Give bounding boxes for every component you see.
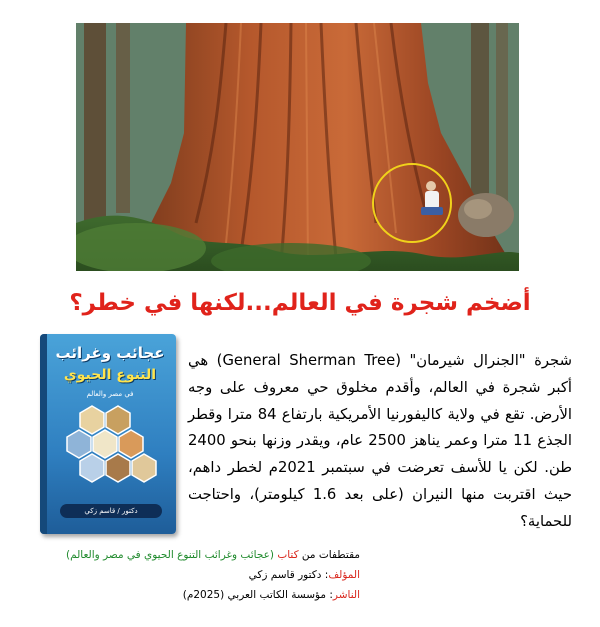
credits-publisher	[60, 585, 360, 605]
book-hex-2	[106, 406, 130, 434]
book-hex-6	[80, 454, 104, 482]
book-hex-4	[93, 430, 117, 458]
book-hex-8	[132, 454, 156, 482]
book-author-label: دكتور / قاسم زكي	[60, 504, 162, 518]
credits-excerpt	[60, 545, 360, 565]
sequoia-photo	[76, 23, 519, 271]
publisher-label: الناشر	[332, 589, 360, 601]
article-paragraph: شجرة "الجنرال شيرمان" (General Sherman Tree) هي أكبر شجرة في العالم، وأقدم مخلوق حي معروف على وجه الأرض. تقع في ولاية كاليفورنيا الأمريكية بارتفاع 84 مترا وقطر الجذع 11 مترا وعمر يناهز 2500 عام، ويقدر وزنها بنحو 2400 طن. لكن يا للأسف تعرضت في سبتمبر 2021م لخطر داهم، حيث اقتربت منها النيران (على بعد 1.6 كيلومتر)، واحتاجت للحماية؟	[188, 352, 573, 530]
book-spine	[40, 334, 47, 534]
sequoia-photo-drawing	[76, 23, 519, 271]
book-hex-1	[80, 406, 104, 434]
book-hexagon-images	[54, 404, 170, 496]
book-title-line2: التنوع الحيوي	[63, 367, 157, 383]
book-hex-7	[106, 454, 130, 482]
credits-block	[60, 545, 360, 605]
author-label: المؤلف	[328, 569, 360, 581]
excerpt-book-word: كتاب	[277, 549, 299, 561]
book-cover	[40, 334, 176, 534]
headline: أضخم شجرة في العالم...لكنها في خطر؟	[69, 290, 531, 316]
credits-author	[60, 565, 360, 585]
book-subtitle: في مصر والعالم	[86, 390, 134, 398]
excerpt-prefix: مقتطفات من	[298, 549, 360, 561]
book-hex-3	[67, 430, 91, 458]
publisher-value: : مؤسسة الكاتب العربي (2025م)	[182, 589, 333, 601]
book-title-line1: عجائب وغرائب	[55, 344, 165, 362]
author-value: : دكتور قاسم زكي	[248, 569, 329, 581]
book-hex-5	[119, 430, 143, 458]
excerpt-book-title: (عجائب وغرائب التنوع الحيوي في مصر والعالم)	[66, 549, 274, 561]
